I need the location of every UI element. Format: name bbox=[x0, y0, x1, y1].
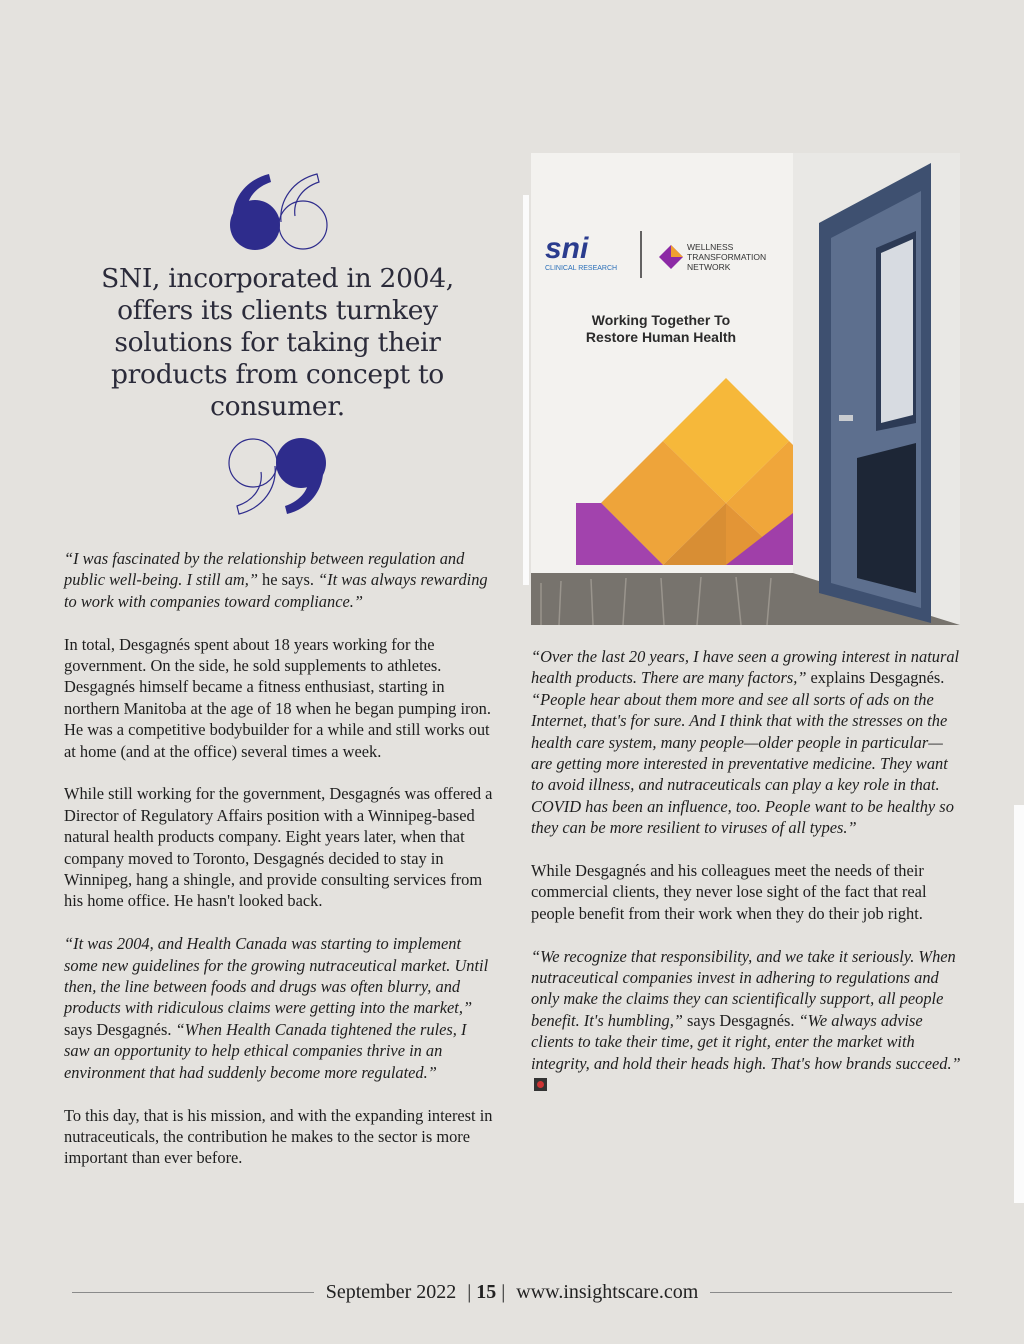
quote-text: “Over the last 20 years, I have seen a growing interest in natural health products. There are many factors,” bbox=[531, 647, 960, 688]
network-line2: TRANSFORMATION bbox=[687, 252, 767, 262]
close-quote-icon bbox=[223, 433, 333, 518]
page-footer bbox=[72, 1278, 952, 1308]
left-paragraph-4 bbox=[64, 933, 496, 1083]
attribution-text: explains Desgagnés. bbox=[806, 668, 945, 688]
left-paragraph-3: While still working for the government, Desgagnés was offered a Director of Regulatory Affairs position with a Winnipeg-based natural health products company. Eight years later, when that company moved to Toronto, Desgagnés decided to stay in Winnipeg, hang a shingle, and provide consulting services from his home office. He hasn't looked back. bbox=[64, 784, 493, 911]
network-line3: NETWORK bbox=[687, 262, 731, 272]
right-column bbox=[531, 646, 963, 1117]
quote-text: “I was fascinated by the relationship between regulation and public well-being. I still am,” bbox=[64, 549, 465, 590]
sni-logo-text: sni bbox=[545, 232, 589, 265]
attribution-text: says Desgagnés. bbox=[682, 1010, 799, 1030]
decorative-bar-right bbox=[1014, 805, 1024, 1203]
left-paragraph-2: In total, Desgagnés spent about 18 years working for the government. On the side, he sold supplements to athletes. Desgagnés himself became a fitness enthusiast, starting in northern Manitoba at the age of 18 when he began pumping iron. He was a competitive bodybuilder for a while and still works out at home (and at the office) several times a week. bbox=[64, 634, 491, 761]
end-mark-icon bbox=[534, 1078, 547, 1091]
attribution-text: he says. bbox=[257, 570, 319, 590]
quote-text: “We always advise clients to take their time, get it right, enter the market with integrity, and hold their heads high. That's how brands succeed.” bbox=[531, 1010, 961, 1073]
quote-text: “When Health Canada tightened the rules, I saw an opportunity to help ethical companies thrive in an environment that had suddenly become more regulated.” bbox=[64, 1019, 467, 1082]
sni-logo-sub: CLINICAL RESEARCH bbox=[545, 265, 618, 272]
quote-text: “It was always rewarding to work with companies toward compliance.” bbox=[64, 570, 488, 611]
left-paragraph-1 bbox=[64, 548, 496, 612]
footer-site-link[interactable]: www.insightscare.com bbox=[510, 1281, 704, 1303]
open-quote-icon bbox=[223, 170, 333, 255]
footer-text: September 2022 | 15 | www.insightscare.com bbox=[72, 1278, 952, 1306]
footer-month: September 2022 bbox=[320, 1281, 463, 1303]
office-photo bbox=[531, 153, 960, 625]
decorative-bar bbox=[523, 195, 529, 585]
right-paragraph-1 bbox=[531, 646, 963, 839]
quote-text: “We recognize that responsibility, and we take it seriously. When nutraceutical companies invest in adhering to regulations and only make the claims they can scientifically support, all people benefit. It's humbling,” bbox=[531, 946, 956, 1030]
page-number: 15 bbox=[476, 1281, 497, 1303]
slogan-line1: Working Together To bbox=[591, 312, 731, 328]
left-column bbox=[64, 548, 496, 1190]
right-paragraph-3 bbox=[531, 946, 963, 1096]
quote-text: “It was 2004, and Health Canada was starting to implement some new guidelines for the growing nutraceutical market. Until then, the line between foods and drugs was often blurry, and products with ridiculous claims were getting into the market,” bbox=[64, 934, 489, 1018]
attribution-text: says Desgagnés. bbox=[64, 1019, 176, 1039]
office-photo-illustration bbox=[531, 153, 960, 625]
slogan-line2: Restore Human Health bbox=[585, 329, 737, 345]
left-paragraph-5: To this day, that is his mission, and with the expanding interest in nutraceuticals, the contribution he makes to the sector is more important than ever before. bbox=[64, 1105, 493, 1168]
network-line1: WELLNESS bbox=[687, 242, 734, 252]
right-paragraph-2: While Desgagnés and his colleagues meet the needs of their commercial clients, they never lose sight of the fact that real people benefit from their work when they do their job right. bbox=[531, 861, 927, 923]
pull-quote bbox=[100, 170, 455, 518]
pull-quote-text: SNI, incorporated in 2004, offers its clients turnkey solutions for taking their products from concept to consumer. bbox=[101, 263, 454, 422]
quote-text: “People hear about them more and see all sorts of ads on the Internet, that's for sure. And I think that with the stresses on the health care system, many people—older people in particular—are getting more interested in preventative medicine. They want to avoid illness, and nutraceuticals can play a key role in that. COVID has been an influence, too. People want to be healthy so they can be more resilient to viruses of all types.” bbox=[531, 689, 954, 838]
